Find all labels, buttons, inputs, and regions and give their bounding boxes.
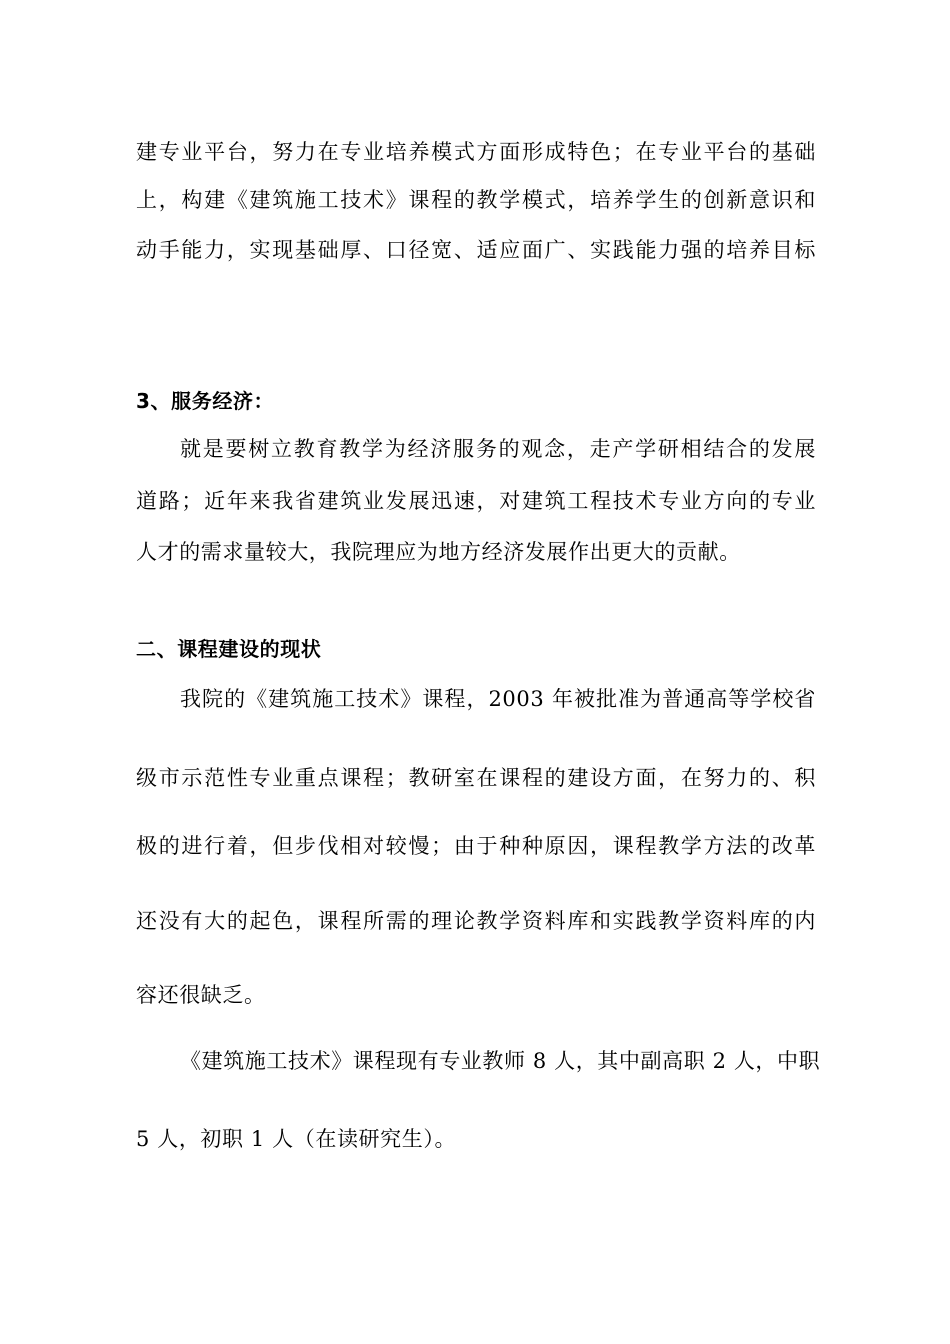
paragraph-line: 《建筑施工技术》课程现有专业教师 8 人，其中副高职 2 人，中职 — [180, 1049, 821, 1073]
paragraph-line: 人才的需求量较大，我院理应为地方经济发展作出更大的贡献。 — [136, 540, 741, 564]
paragraph-line: 我院的《建筑施工技术》课程，2003 年被批准为普通高等学校省 — [180, 687, 816, 711]
paragraph-line: 建专业平台，努力在专业培养模式方面形成特色；在专业平台的基础 — [136, 140, 816, 164]
section-heading: 二、课程建设的现状 — [136, 637, 322, 661]
paragraph-line: 还没有大的起色，课程所需的理论教学资料库和实践教学资料库的内 — [136, 909, 816, 933]
paragraph-line: 极的进行着，但步伐相对较慢；由于种种原因，课程教学方法的改革 — [136, 834, 816, 858]
paragraph-line: 动手能力，实现基础厚、口径宽、适应面广、实践能力强的培养目标 — [136, 238, 816, 262]
paragraph-line: 就是要树立教育教学为经济服务的观念，走产学研相结合的发展 — [180, 437, 816, 461]
paragraph-line: 道路；近年来我省建筑业发展迅速，对建筑工程技术专业方向的专业 — [136, 489, 816, 513]
paragraph-line: 容还很缺乏。 — [136, 983, 266, 1007]
paragraph-line: 上，构建《建筑施工技术》课程的教学模式，培养学生的创新意识和 — [136, 188, 816, 212]
paragraph-line: 级市示范性专业重点课程；教研室在课程的建设方面，在努力的、积 — [136, 766, 816, 790]
section-heading: 3、服务经济： — [136, 389, 275, 413]
paragraph-line: 5 人，初职 1 人（在读研究生）。 — [136, 1127, 457, 1151]
